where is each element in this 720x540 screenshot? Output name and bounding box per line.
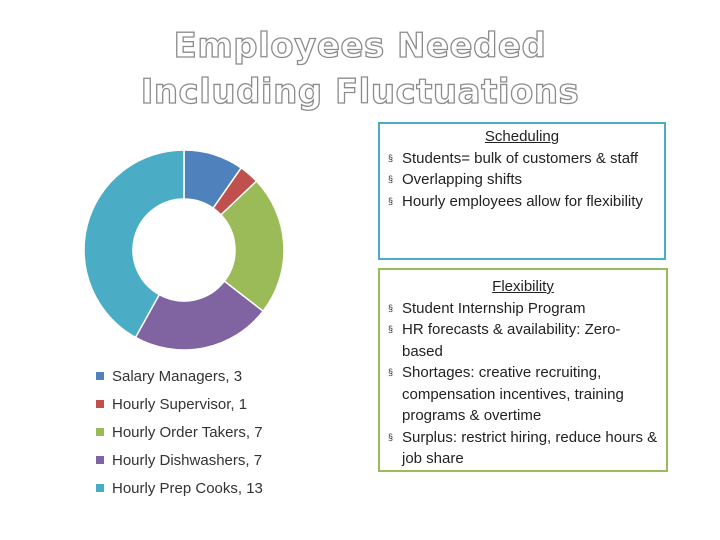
legend-item xyxy=(96,390,263,418)
flexibility-bullet-text: Student Internship Program xyxy=(402,299,586,317)
legend-swatch xyxy=(96,372,104,380)
flexibility-bullet-item xyxy=(386,298,660,320)
scheduling-bullet-text: Overlapping shifts xyxy=(402,171,523,188)
scheduling-bullet-text: Students= bulk of customers & staff xyxy=(402,149,639,167)
legend-label: Salary Managers, 3 xyxy=(112,367,243,385)
bullet-icon: § xyxy=(388,174,394,184)
donut-chart xyxy=(76,144,292,356)
flexibility-heading: Flexibility xyxy=(492,278,554,295)
slide-title-line-1: Employees Needed xyxy=(173,26,547,66)
slide-title-line-2: Including Fluctuations xyxy=(140,72,580,112)
bullet-icon: § xyxy=(388,302,394,313)
bullet-icon: § xyxy=(388,195,394,206)
bullet-icon: § xyxy=(388,431,394,442)
chart-legend xyxy=(96,362,263,502)
legend-swatch xyxy=(96,428,104,436)
scheduling-list xyxy=(386,148,658,213)
scheduling-box xyxy=(378,122,666,260)
bullet-icon: § xyxy=(388,152,394,163)
legend-item xyxy=(96,474,263,502)
scheduling-bullet-text: Hourly employees allow for flexibility xyxy=(402,192,643,210)
legend-label: Hourly Order Takers, 7 xyxy=(112,423,263,441)
scheduling-bullet-item xyxy=(386,169,658,191)
legend-label: Hourly Prep Cooks, 13 xyxy=(112,479,263,497)
flexibility-bullet-text: Surplus: restrict hiring, reduce hours & job share xyxy=(402,428,658,467)
legend-label: Hourly Dishwashers, 7 xyxy=(112,451,263,469)
flexibility-bullet-item xyxy=(386,319,660,362)
scheduling-heading: Scheduling xyxy=(484,128,560,145)
scheduling-bullet-item xyxy=(386,148,658,170)
flexibility-box xyxy=(378,268,668,472)
legend-item xyxy=(96,418,263,446)
legend-swatch xyxy=(96,456,104,464)
flexibility-bullet-item xyxy=(386,362,660,427)
flexibility-bullet-text: Shortages: creative recruiting, compensation incentives, training programs & overtime xyxy=(402,364,624,424)
scheduling-bullet-item xyxy=(386,191,658,213)
flexibility-bullet-text: HR forecasts & availability: Zero-based xyxy=(402,321,621,360)
legend-label: Hourly Supervisor, 1 xyxy=(112,395,248,413)
flexibility-bullet-item xyxy=(386,427,660,470)
flexibility-list xyxy=(386,298,660,470)
legend-swatch xyxy=(96,484,104,492)
legend-item xyxy=(96,362,263,390)
legend-swatch xyxy=(96,400,104,408)
legend-item xyxy=(96,446,263,474)
bullet-icon: § xyxy=(388,324,394,334)
bullet-icon: § xyxy=(388,367,394,377)
